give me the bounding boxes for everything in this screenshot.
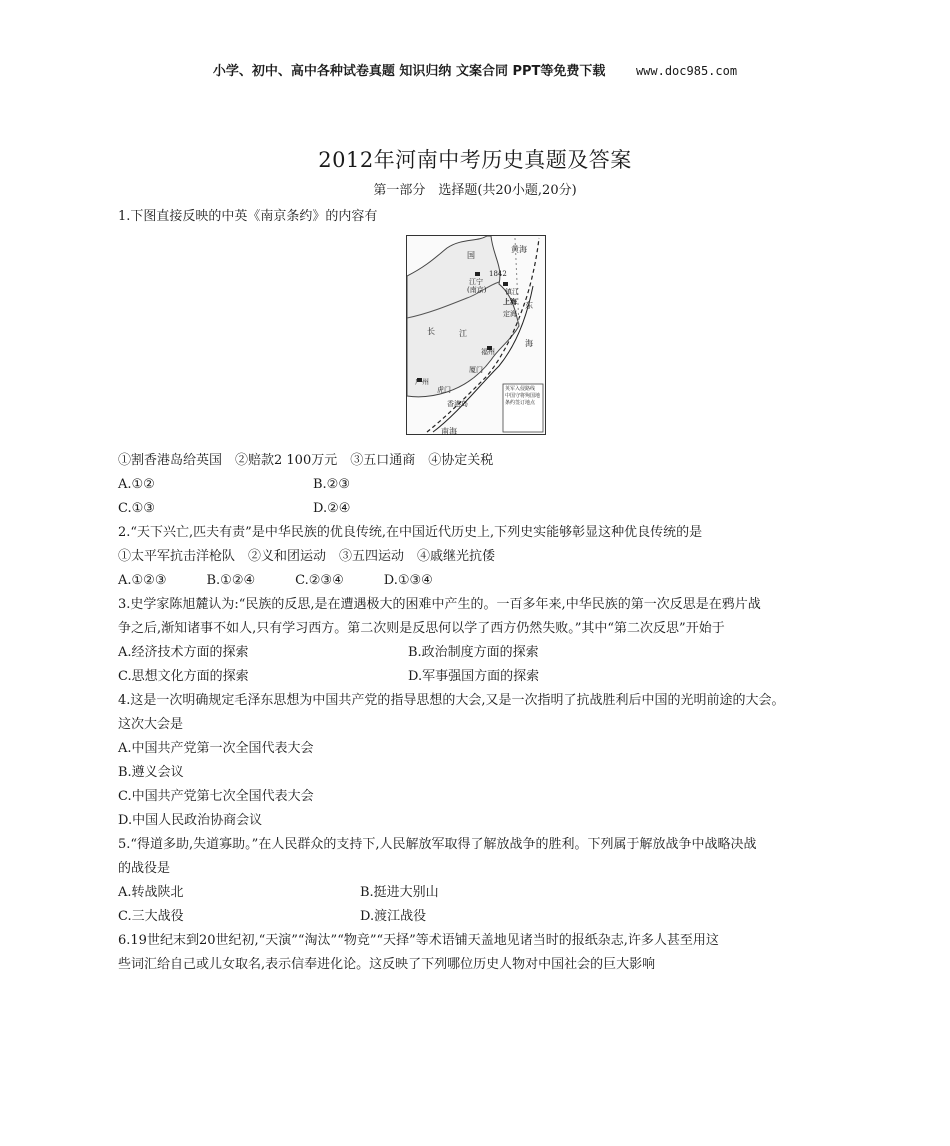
q1-option-d[interactable]: D.②④ [313,501,351,516]
q4-option-d[interactable]: D.中国人民政治协商会议 [118,813,263,828]
q5-stem-line1: 5.“得道多助,失道寡助。”在人民群众的支持下,人民解放军取得了解放战争的胜利。下列属于解放战争中战略决战 [118,837,757,852]
q4-option-c[interactable]: C.中国共产党第七次全国代表大会 [118,789,314,804]
q1-items: ①割香港岛给英国 ②赔款2 100万元 ③五口通商 ④协定关税 [118,453,494,468]
section-subtitle: 第一部分 选择题(共20小题,20分) [373,183,577,198]
label-humen: 虎门 [437,386,451,394]
header-banner [0,60,950,79]
q1-stem: 1.下图直接反映的中英《南京条约》的内容有 [118,209,378,224]
label-hai: 海 [525,339,533,348]
q3-option-d[interactable]: D.军事强国方面的探索 [408,669,540,684]
label-fuzhou: 福州 [481,348,495,356]
q3-option-a[interactable]: A.经济技术方面的探索 [118,645,249,660]
q2-option-b[interactable]: B.①②④ [206,573,256,588]
q1-options-row2 [118,497,838,521]
nanjing-treaty-map [406,235,546,435]
label-dinghai: 定海 [503,310,517,318]
q5-options-row2 [118,905,838,929]
label-guangzhou: 广州 [415,378,429,386]
q4-option-a[interactable]: A.中国共产党第一次全国代表大会 [118,741,314,756]
label-zhenjiang: 镇江 [505,288,519,296]
label-nanhai: 南海 [441,427,457,436]
q5-stem-line2: 的战役是 [118,861,171,876]
q6-stem-line2: 些词汇给自己或儿女取名,表示信奉进化论。这反映了下列哪位历史人物对中国社会的巨大影响 [118,957,656,972]
q2-option-c[interactable]: C.②③④ [295,573,344,588]
label-dong: 东 [525,301,533,310]
label-shanghai: 上海 [503,297,517,306]
q5-option-c[interactable]: C.三大战役 [118,909,184,924]
q3-options-row2 [118,665,838,689]
question-list [118,205,838,977]
q4-stem-line1: 4.这是一次明确规定毛泽东思想为中国共产党的指导思想的大会,又是一次指明了抗战胜利后中国的光明前途的大会。 [118,693,785,708]
q6-stem-line1: 6.19世纪末到20世纪初,“天演”“淘汰”“物竞”“天择”等术语铺天盖地见诸当时的报纸杂志,许多人甚至用这 [118,933,719,948]
q3-option-b[interactable]: B.政治制度方面的探索 [408,645,539,660]
q2-option-a[interactable]: A.①②③ [118,573,167,588]
q2-stem: 2.“天下兴亡,匹夫有责”是中华民族的优良传统,在中国近代历史上,下列史实能够彰显这种优良传统的是 [118,525,703,540]
q2-option-d[interactable]: D.①③④ [383,573,433,588]
label-nanjing: (南京) [467,286,487,294]
q1-options-row1 [118,473,838,497]
label-chang: 长 [427,327,435,336]
label-year: 1842 [489,270,507,278]
label-jiangning: 江宁 [469,278,483,286]
q2-items: ①太平军抗击洋枪队 ②义和团运动 ③五四运动 ④戚继光抗倭 [118,549,496,564]
q3-options-row1 [118,641,838,665]
q4-stem-line2: 这次大会是 [118,717,184,732]
q3-stem-line1: 3.史学家陈旭麓认为:“民族的反思,是在遭遇极大的困难中产生的。一百多年来,中华民族的第一次反思是在鸦片战 [118,597,761,612]
q4-option-b[interactable]: B.遵义会议 [118,765,184,780]
label-guo: 国 [467,251,475,260]
label-xiamen: 厦门 [469,366,483,374]
label-xianggang: 香港岛 [447,400,468,408]
q5-options-row1 [118,881,838,905]
q5-option-a[interactable]: A.转战陕北 [118,885,184,900]
map-legend: 英军入侵路线 中国守将殉国地 条约签订地点 [505,386,541,406]
label-yellow-sea: 黄海 [511,245,527,254]
page-title: 2012年河南中考历史真题及答案 [318,148,632,172]
q1-option-b[interactable]: B.②③ [313,477,350,492]
q2-options-row [118,569,838,593]
q1-option-c[interactable]: C.①③ [118,501,155,516]
q1-option-a[interactable]: A.①② [118,477,155,492]
q5-option-d[interactable]: D.渡江战役 [360,909,427,924]
banner-text: 小学、初中、高中各种试卷真题 知识归纳 文案合同 PPT等免费下载 [212,64,606,79]
site-url[interactable]: www.doc985.com [635,64,738,78]
q3-option-c[interactable]: C.思想文化方面的探索 [118,669,249,684]
q3-stem-line2: 争之后,渐知诸事不如人,只有学习西方。第二次则是反思何以学了西方仍然失败。”其中“第二次反思”开始于 [118,621,725,636]
q5-option-b[interactable]: B.挺进大别山 [360,885,439,900]
label-jiang: 江 [459,329,467,338]
